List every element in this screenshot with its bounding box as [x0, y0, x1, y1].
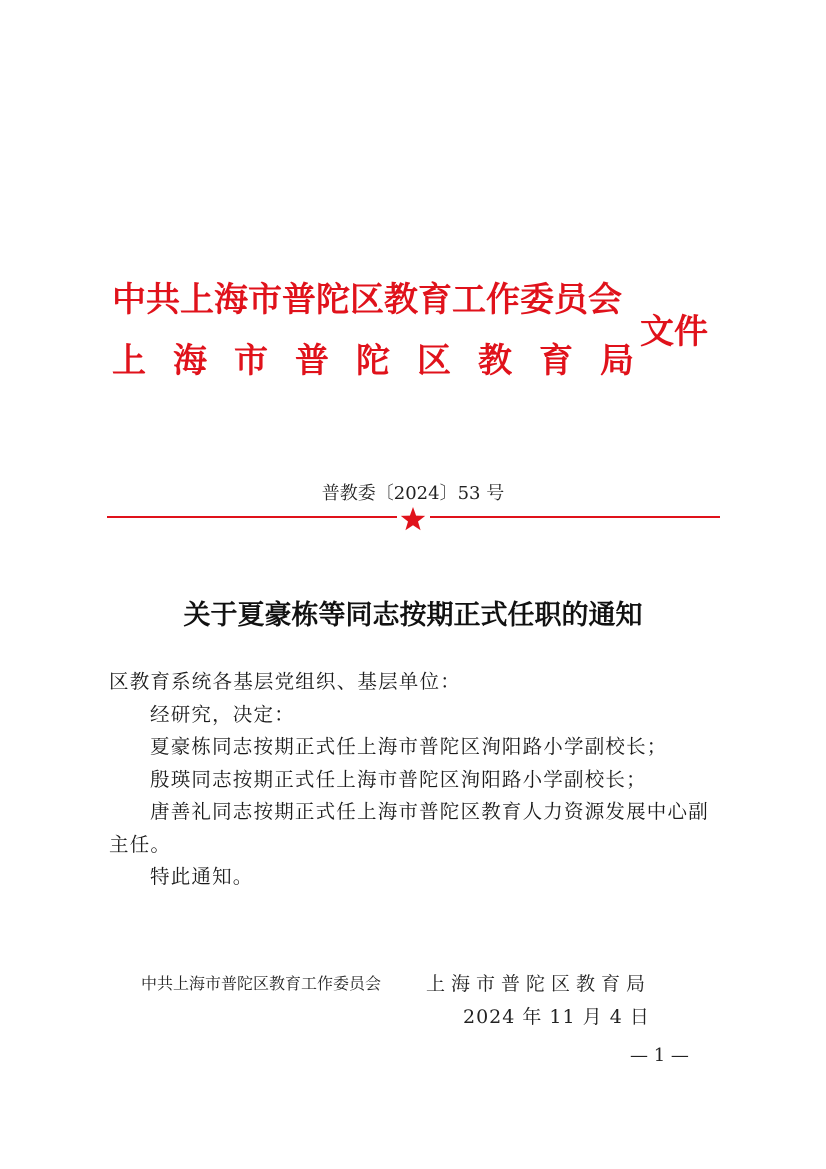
red-rule-left — [107, 516, 397, 518]
page-number: — 1 — — [630, 1045, 689, 1066]
body-paragraph: 殷瑛同志按期正式任上海市普陀区洵阳路小学副校长； — [150, 767, 647, 791]
letterhead-suffix: 文件 — [640, 312, 708, 352]
body-paragraph: 唐善礼同志按期正式任上海市普陀区教育人力资源发展中心副主任。 — [109, 800, 709, 856]
star-icon — [400, 506, 426, 532]
body-paragraph: 经研究，决定： — [150, 702, 295, 726]
signature-org-1: 中共上海市普陀区教育工作委员会 — [141, 974, 382, 993]
notice-body — [109, 666, 721, 894]
signature-date: 2024 年 11 月 4 日 — [463, 1006, 650, 1028]
letterhead-org-line-1: 中共上海市普陀区教育工作委员会 — [112, 280, 622, 320]
body-paragraph: 特此通知。 — [150, 865, 254, 888]
letterhead-org-line-2: 上海市普陀区教育局 — [112, 341, 661, 381]
body-paragraph: 夏豪栋同志按期正式任上海市普陀区洵阳路小学副校长； — [150, 735, 668, 758]
document-number: 普教委〔2024〕53 号 — [321, 483, 505, 504]
signature-org-2: 上海市普陀区教育局 — [426, 973, 652, 995]
red-rule-right — [430, 516, 720, 518]
salutation: 区教育系统各基层党组织、基层单位： — [109, 670, 461, 693]
notice-title: 关于夏豪栋等同志按期正式任职的通知 — [183, 600, 643, 631]
